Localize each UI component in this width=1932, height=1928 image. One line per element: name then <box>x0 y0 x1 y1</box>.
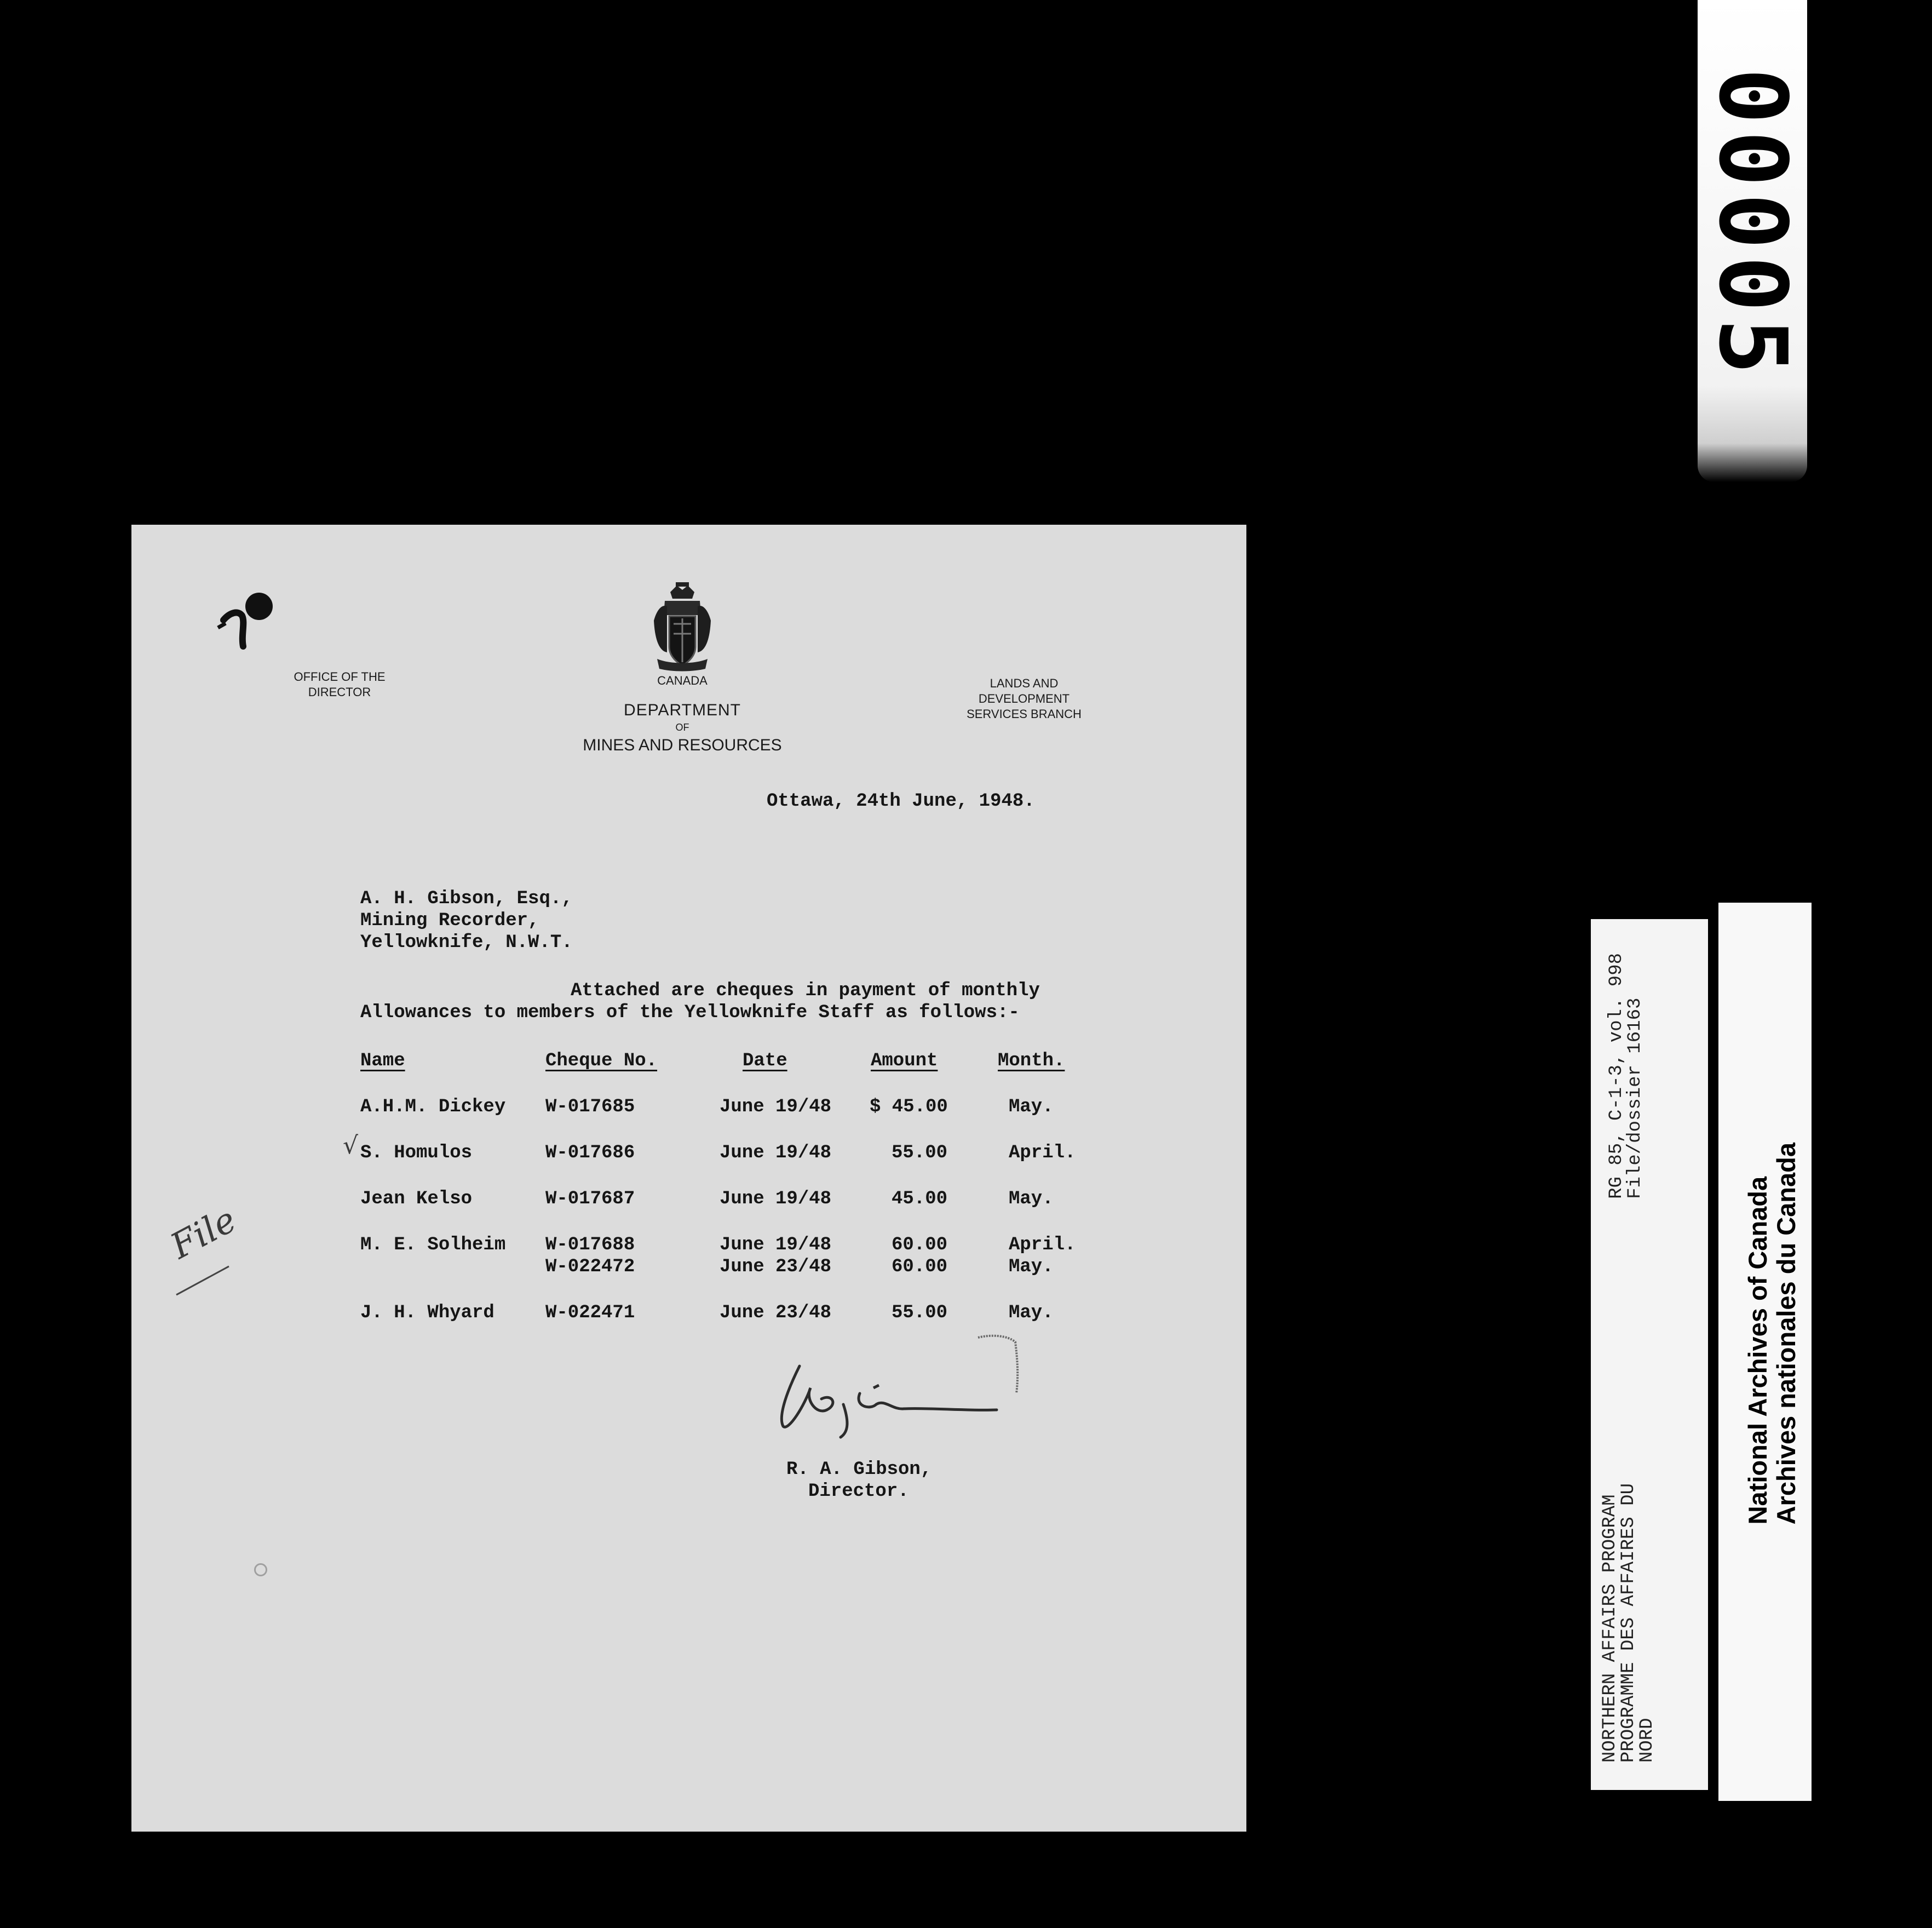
header-amount: Amount <box>871 1051 938 1071</box>
faded-bracket-mark <box>975 1332 1024 1398</box>
row-amount: 60.00 <box>892 1256 948 1277</box>
handwritten-numeral-mark <box>214 592 279 657</box>
address-line-location: Yellowknife, N.W.T. <box>360 932 573 953</box>
address-line-name: A. H. Gibson, Esq., <box>360 888 573 909</box>
row-date: June 19/48 <box>720 1143 832 1163</box>
coat-of-arms-emblem <box>648 582 716 673</box>
row-month: May. <box>1009 1256 1054 1277</box>
row-amount: 55.00 <box>892 1302 948 1323</box>
archive-reference-label <box>1591 919 1708 1790</box>
header-month: Month. <box>998 1051 1065 1071</box>
row-cheque: W-017685 <box>545 1097 635 1117</box>
letterhead-office: OFFICE OF THE DIRECTOR <box>294 670 386 699</box>
dateline: Ottawa, 24th June, 1948. <box>767 791 1035 812</box>
row-name: J. H. Whyard <box>360 1302 495 1323</box>
row-date: June 19/48 <box>720 1235 832 1255</box>
handwritten-file-note: File <box>164 1200 243 1267</box>
row-amount: 60.00 <box>892 1235 948 1255</box>
row-month: May. <box>1009 1097 1054 1117</box>
punch-hole-mark <box>254 1563 267 1576</box>
row-cheque: W-017688 <box>545 1235 635 1255</box>
frame-number: 00005 <box>1698 68 1807 381</box>
archive-program-text: NORTHERN AFFAIRS PROGRAM PROGRAMME DES AFFAIRES DU NORD <box>1600 1483 1658 1763</box>
row-date: June 19/48 <box>720 1189 832 1209</box>
row-month: April. <box>1009 1143 1076 1163</box>
row-amount: 55.00 <box>892 1143 948 1163</box>
file-note-underline <box>174 1264 234 1297</box>
row-month: May. <box>1009 1189 1054 1209</box>
national-archives-label <box>1718 903 1812 1801</box>
body-line-1: Attached are cheques in payment of monthly <box>571 980 1040 1001</box>
row-name: A.H.M. Dickey <box>360 1097 506 1117</box>
letterhead-branch: LANDS AND DEVELOPMENT SERVICES BRANCH <box>967 676 1082 721</box>
address-line-title: Mining Recorder, <box>360 910 539 931</box>
letterhead-ministry: MINES AND RESOURCES <box>583 736 782 754</box>
row-name: M. E. Solheim <box>360 1235 506 1255</box>
row-amount: 45.00 <box>892 1189 948 1209</box>
row-date: June 19/48 <box>720 1097 832 1117</box>
row-name: S. Homulos <box>360 1143 473 1163</box>
handwritten-check-mark: √ <box>343 1132 359 1160</box>
row-cheque: W-022471 <box>545 1302 635 1323</box>
body-line-2: Allowances to members of the Yellowknife Staff as follows:- <box>360 1002 1020 1023</box>
header-date: Date <box>743 1051 787 1071</box>
signatory-name: R. A. Gibson, <box>786 1459 932 1480</box>
row-name: Jean Kelso <box>360 1189 473 1209</box>
row-month: April. <box>1009 1235 1076 1255</box>
header-cheque: Cheque No. <box>545 1051 658 1071</box>
letterhead-of: OF <box>675 722 689 733</box>
letterhead-canada: CANADA <box>657 674 708 687</box>
letterhead-department: DEPARTMENT <box>624 701 741 719</box>
header-name: Name <box>360 1051 405 1071</box>
frame-counter-strip <box>1698 0 1807 482</box>
row-amount: $ 45.00 <box>870 1097 948 1117</box>
row-cheque: W-017687 <box>545 1189 635 1209</box>
letter-page <box>131 525 1246 1832</box>
row-cheque: W-022472 <box>545 1256 635 1277</box>
archives-name-text: National Archives of Canada Archives nationales du Canada <box>1743 1143 1801 1525</box>
row-month: May. <box>1009 1302 1054 1323</box>
row-date: June 23/48 <box>720 1302 832 1323</box>
row-cheque: W-017686 <box>545 1143 635 1163</box>
archive-reference-text: RG 85, C-1-3, vol. 998 File/dossier 16163 <box>1606 953 1646 1199</box>
signatory-title: Director. <box>808 1481 909 1502</box>
row-date: June 23/48 <box>720 1256 832 1277</box>
